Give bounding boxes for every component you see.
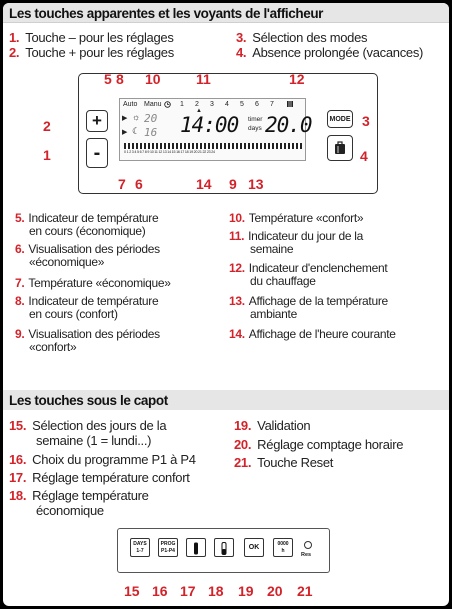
legend-text: Température «économique» bbox=[28, 276, 171, 290]
legend-item-14 bbox=[229, 328, 396, 341]
legend-item-13 bbox=[229, 295, 388, 321]
ambient-temp: 20.0 bbox=[265, 113, 312, 137]
legend-text: Visualisation des périodes bbox=[28, 242, 160, 256]
callout-16: 16 bbox=[152, 583, 168, 599]
callout-17: 17 bbox=[180, 583, 196, 599]
item-2 bbox=[9, 45, 174, 60]
callout-9: 9 bbox=[229, 176, 237, 192]
legend-item-8 bbox=[15, 295, 158, 321]
item-text: Réglage température bbox=[32, 488, 149, 503]
callout-21: 21 bbox=[297, 583, 313, 599]
capot-item-17 bbox=[9, 470, 190, 485]
days-key bbox=[130, 538, 150, 557]
item-number: 20. bbox=[234, 437, 252, 452]
eco-temp: 16 bbox=[144, 126, 158, 139]
item-number: 17. bbox=[9, 470, 27, 485]
legend-item-10 bbox=[229, 212, 363, 225]
clock-icon bbox=[164, 101, 171, 108]
vacation-key bbox=[327, 135, 353, 161]
item-text: Réglage comptage horaire bbox=[257, 437, 404, 452]
day-indicator-arrow: ▲ bbox=[196, 108, 202, 114]
callout-3: 3 bbox=[362, 113, 370, 129]
mode-key: MODE bbox=[327, 110, 353, 128]
legend-text: Affichage de l'heure courante bbox=[248, 327, 396, 341]
plus-key: + bbox=[86, 110, 108, 132]
legend-item-7 bbox=[15, 277, 171, 290]
thermometer-high-icon bbox=[192, 542, 200, 555]
legend-text: Visualisation des périodes bbox=[28, 327, 160, 341]
arrow-confort-indicator: ▶ bbox=[122, 115, 128, 122]
capot-item-20 bbox=[234, 437, 403, 452]
sun-icon: ☼ bbox=[132, 112, 141, 122]
item-3 bbox=[236, 30, 367, 45]
eco-temp-key bbox=[214, 538, 234, 557]
item-number: 1. bbox=[9, 30, 20, 45]
legend-text: en cours (confort) bbox=[29, 307, 118, 321]
reset-button-icon bbox=[304, 541, 312, 549]
hour-scale: 0 1 2 3 4 5 6 7 8 9 10 11 12 13 14 15 16 17 18 19 20 21 22 23 24 bbox=[124, 150, 215, 154]
capot-item-18 bbox=[9, 488, 149, 518]
prog-key-label: PROG bbox=[160, 541, 176, 547]
item-text: Touche + pour les réglages bbox=[25, 45, 174, 60]
callout-13: 13 bbox=[248, 176, 264, 192]
confort-temp: 20 bbox=[144, 112, 158, 125]
days-key-label: DAYS bbox=[133, 541, 147, 547]
callout-8: 8 bbox=[116, 71, 124, 87]
arrow-eco-indicator: ▶ bbox=[122, 129, 128, 136]
legend-item-5 bbox=[15, 212, 158, 238]
legend-text: Indicateur du jour de la bbox=[248, 229, 364, 243]
program-bar bbox=[124, 143, 302, 149]
legend-number: 13. bbox=[229, 294, 245, 308]
callout-2: 2 bbox=[43, 118, 51, 134]
legend-number: 14. bbox=[229, 327, 245, 341]
current-time: 14:00 bbox=[180, 113, 239, 137]
item-number: 4. bbox=[236, 45, 247, 60]
item-number: 21. bbox=[234, 455, 252, 470]
callout-15: 15 bbox=[124, 583, 140, 599]
legend-text: Indicateur de température bbox=[28, 211, 159, 225]
moon-icon: ☾ bbox=[132, 126, 141, 136]
legend-number: 5. bbox=[15, 211, 25, 225]
legend-item-12 bbox=[229, 262, 387, 288]
day-6: 6 bbox=[255, 101, 259, 108]
day-4: 4 bbox=[225, 101, 229, 108]
luggage-icon bbox=[333, 141, 347, 155]
legend-number: 11. bbox=[229, 229, 245, 243]
days-label: days bbox=[248, 125, 262, 132]
reset-label: Res bbox=[301, 552, 312, 558]
legend-text: du chauffage bbox=[250, 274, 316, 288]
legend-item-6 bbox=[15, 243, 160, 269]
legend-text: ambiante bbox=[250, 307, 297, 321]
item-text: Validation bbox=[257, 418, 311, 433]
legend-text: «confort» bbox=[29, 340, 77, 354]
hidden-keys-diagram bbox=[117, 528, 330, 573]
item-number: 15. bbox=[9, 418, 27, 433]
mode-manu-label: Manu bbox=[144, 101, 162, 108]
legend-text: Indicateur d'enclenchement bbox=[248, 261, 388, 275]
capot-item-19 bbox=[234, 418, 310, 433]
legend-item-11 bbox=[229, 230, 363, 256]
item-number: 2. bbox=[9, 45, 20, 60]
ok-key: OK bbox=[244, 538, 264, 557]
section-title-capot: Les touches sous le capot bbox=[9, 393, 168, 408]
days-key-range: 1-7 bbox=[136, 548, 144, 554]
mode-auto-label: Auto bbox=[123, 101, 138, 108]
callout-11: 11 bbox=[196, 71, 211, 87]
item-text: Touche Reset bbox=[257, 455, 334, 470]
legend-text: Affichage de la température bbox=[248, 294, 388, 308]
legend-number: 9. bbox=[15, 327, 25, 341]
prog-key bbox=[158, 538, 178, 557]
instruction-sheet bbox=[3, 3, 449, 606]
callout-4: 4 bbox=[360, 148, 368, 164]
section-title-afficheur: Les touches apparentes et les voyants de l'afficheur bbox=[9, 6, 324, 21]
legend-text: semaine bbox=[250, 242, 294, 256]
item-text: Sélection des modes bbox=[252, 30, 368, 45]
confort-temp-key bbox=[186, 538, 206, 557]
callout-6: 6 bbox=[135, 176, 143, 192]
capot-item-15 bbox=[9, 418, 166, 448]
counter-digits: 0000 bbox=[277, 541, 289, 547]
day-2: 2 bbox=[195, 101, 199, 108]
item-text: Absence prolongée (vacances) bbox=[252, 45, 424, 60]
timer-label: timer bbox=[248, 116, 263, 123]
day-3: 3 bbox=[210, 101, 214, 108]
callout-18: 18 bbox=[208, 583, 224, 599]
day-5: 5 bbox=[240, 101, 244, 108]
item-number: 3. bbox=[236, 30, 247, 45]
callout-12: 12 bbox=[289, 71, 305, 87]
thermometer-low-icon bbox=[220, 542, 228, 555]
item-text: économique bbox=[36, 503, 104, 518]
item-text: Sélection des jours de la bbox=[32, 418, 167, 433]
legend-text: «économique» bbox=[29, 255, 105, 269]
capot-item-21 bbox=[234, 455, 333, 470]
callout-20: 20 bbox=[267, 583, 283, 599]
heating-indicator-icon bbox=[286, 100, 294, 108]
day-1: 1 bbox=[180, 101, 184, 108]
hour-counter-key bbox=[273, 538, 293, 557]
item-4 bbox=[236, 45, 423, 60]
legend-text: Indicateur de température bbox=[28, 294, 159, 308]
legend-number: 8. bbox=[15, 294, 25, 308]
callout-10: 10 bbox=[145, 71, 161, 87]
item-text: Touche – pour les réglages bbox=[25, 30, 174, 45]
item-number: 16. bbox=[9, 452, 27, 467]
capot-item-16 bbox=[9, 452, 196, 467]
legend-number: 10. bbox=[229, 211, 245, 225]
callout-1: 1 bbox=[43, 147, 51, 163]
prog-key-range: P1-P4 bbox=[161, 548, 175, 554]
callout-7: 7 bbox=[118, 176, 126, 192]
item-number: 19. bbox=[234, 418, 252, 433]
item-text: Réglage température confort bbox=[32, 470, 190, 485]
legend-number: 6. bbox=[15, 242, 25, 256]
callout-19: 19 bbox=[238, 583, 254, 599]
legend-number: 12. bbox=[229, 261, 245, 275]
counter-unit: h bbox=[281, 548, 285, 554]
lcd-screen bbox=[119, 98, 312, 161]
item-1 bbox=[9, 30, 174, 45]
legend-item-9 bbox=[15, 328, 160, 354]
callout-5: 5 bbox=[104, 71, 112, 87]
legend-number: 7. bbox=[15, 276, 25, 290]
day-7: 7 bbox=[270, 101, 274, 108]
legend-text: Température «confort» bbox=[248, 211, 364, 225]
callout-14: 14 bbox=[196, 176, 212, 192]
minus-key: - bbox=[86, 138, 108, 168]
legend-text: en cours (économique) bbox=[29, 224, 146, 238]
item-text: Choix du programme P1 à P4 bbox=[32, 452, 196, 467]
item-number: 18. bbox=[9, 488, 27, 503]
item-text: semaine (1 = lundi...) bbox=[36, 433, 152, 448]
